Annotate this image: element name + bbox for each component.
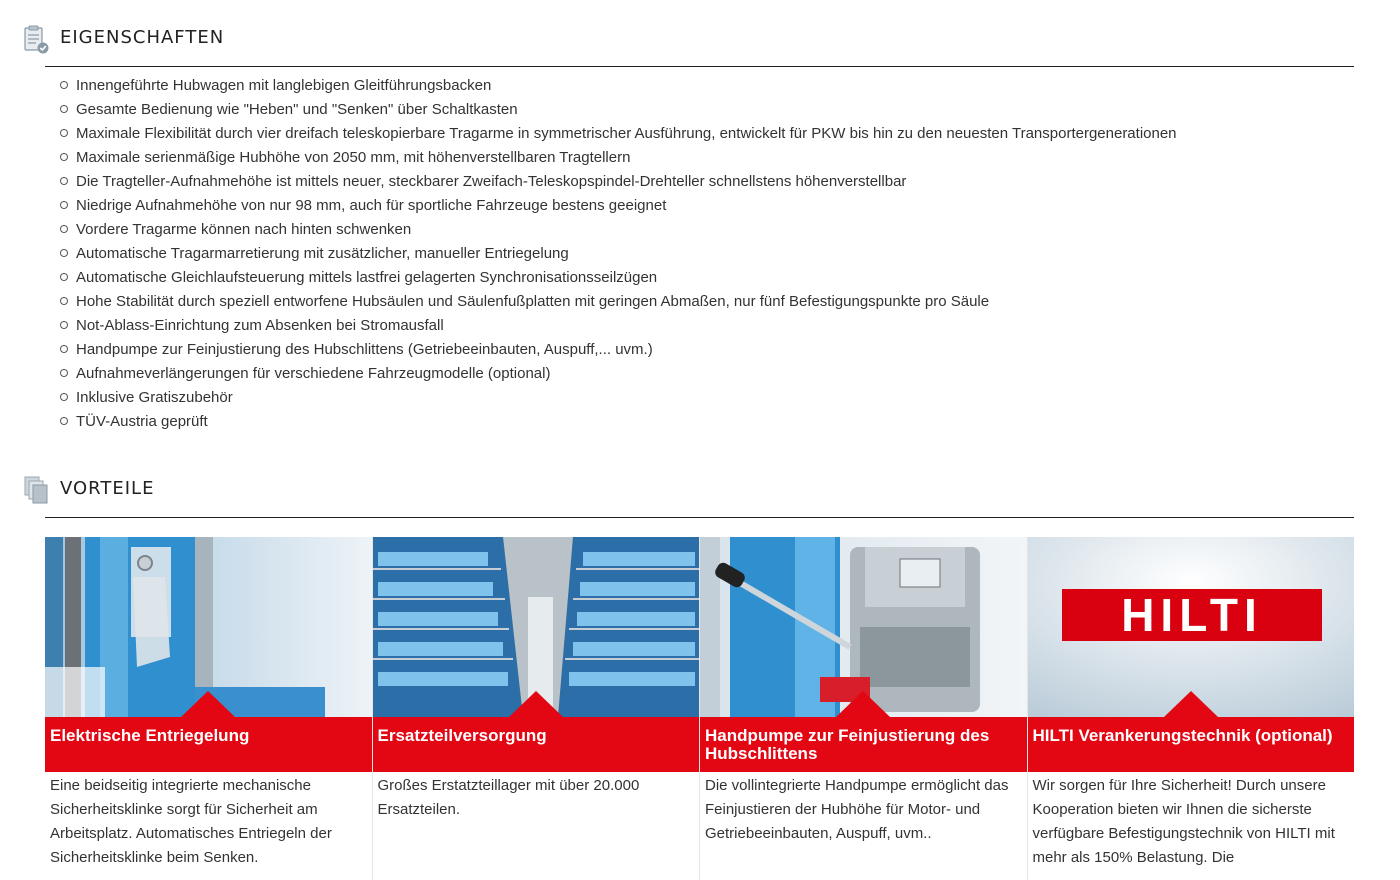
vorteile-header <box>24 476 1354 526</box>
advantage-card <box>700 537 1028 880</box>
card-text: Wir sorgen für Ihre Sicherheit! Durch unsere Kooperation bieten wir Ihnen die sicherste verfügbare Befestigungstechnik von HILTI mit mehr als 150% Belastung. Die <box>1032 777 1335 866</box>
card-title: Handpumpe zur Feinjustierung des Hubschlittens <box>705 726 990 763</box>
card-title: Ersatzteilversorgung <box>377 726 547 745</box>
card-text: Die vollintegrierte Handpumpe ermöglicht das Feinjustieren der Hubhöhe für Motor- und Getriebeeinbauten, Auspuff, uvm.. <box>705 777 1009 842</box>
feature-item: Handpumpe zur Feinjustierung des Hubschlittens (Getriebeeinbauten, Auspuff,... uvm.) <box>60 340 1177 364</box>
hilti-logo-image <box>1028 537 1355 717</box>
section-divider <box>45 517 1354 518</box>
eigenschaften-title: EIGENSCHAFTEN <box>60 27 225 48</box>
feature-item: Automatische Tragarmarretierung mit zusätzlicher, manueller Entriegelung <box>60 244 1177 268</box>
eigenschaften-header <box>24 25 1354 75</box>
hand-pump-motor-image <box>700 537 1027 717</box>
advantages-cards <box>45 537 1354 880</box>
feature-item: TÜV-Austria geprüft <box>60 412 1177 436</box>
spare-parts-warehouse-image <box>373 537 700 717</box>
feature-item: Inklusive Gratiszubehör <box>60 388 1177 412</box>
feature-item: Niedrige Aufnahmehöhe von nur 98 mm, auch für sportliche Fahrzeuge bestens geeignet <box>60 196 1177 220</box>
advantage-card <box>1028 537 1355 880</box>
feature-item: Not-Ablass-Einrichtung zum Absenken bei Stromausfall <box>60 316 1177 340</box>
card-text: Eine beidseitig integrierte mechanische Sicherheitsklinke sorgt für Sicherheit am Arbeitsplatz. Automatisches Entriegeln der Sicherheitsklinke beim Senken. <box>50 777 332 866</box>
feature-item: Die Tragteller-Aufnahmehöhe ist mittels neuer, steckbarer Zweifach-Teleskopspindel-Drehteller schnellstens höhenverstellbar <box>60 172 1177 196</box>
feature-item: Maximale Flexibilität durch vier dreifach teleskopierbare Tragarme in symmetrischer Ausführung, entwickelt für PKW bis hin zu den neuesten Transportergenerationen <box>60 124 1177 148</box>
card-banner <box>373 717 700 772</box>
card-banner <box>45 717 372 772</box>
clipboard-check-icon <box>24 25 50 55</box>
advantage-card <box>45 537 373 880</box>
feature-item: Gesamte Bedienung wie "Heben" und "Senken" über Schaltkasten <box>60 100 1177 124</box>
feature-item: Automatische Gleichlaufsteuerung mittels lastfrei gelagerten Synchronisationsseilzügen <box>60 268 1177 292</box>
section-divider <box>45 66 1354 67</box>
advantage-card <box>373 537 701 880</box>
card-text: Großes Erstatzteillager mit über 20.000 Ersatzteilen. <box>377 777 640 818</box>
feature-item: Hohe Stabilität durch speziell entworfene Hubsäulen und Säulenfußplatten mit geringen Abmaßen, nur fünf Befestigungspunkte pro Säule <box>60 292 1177 316</box>
feature-item: Vordere Tragarme können nach hinten schwenken <box>60 220 1177 244</box>
lift-column-safety-latch-image <box>45 537 372 717</box>
features-list <box>60 76 1177 436</box>
feature-item: Aufnahmeverlängerungen für verschiedene Fahrzeugmodelle (optional) <box>60 364 1177 388</box>
vorteile-title: VORTEILE <box>60 478 155 499</box>
card-banner <box>700 717 1027 772</box>
documents-stack-icon <box>24 476 50 506</box>
card-banner <box>1028 717 1355 772</box>
card-title: HILTI Verankerungstechnik (optional) <box>1032 726 1333 745</box>
feature-item: Maximale serienmäßige Hubhöhe von 2050 mm, mit höhenverstellbaren Tragtellern <box>60 148 1177 172</box>
hilti-logo-text: HILTI <box>1120 589 1263 641</box>
card-title: Elektrische Entriegelung <box>50 726 250 745</box>
feature-item: Innengeführte Hubwagen mit langlebigen Gleitführungsbacken <box>60 76 1177 100</box>
